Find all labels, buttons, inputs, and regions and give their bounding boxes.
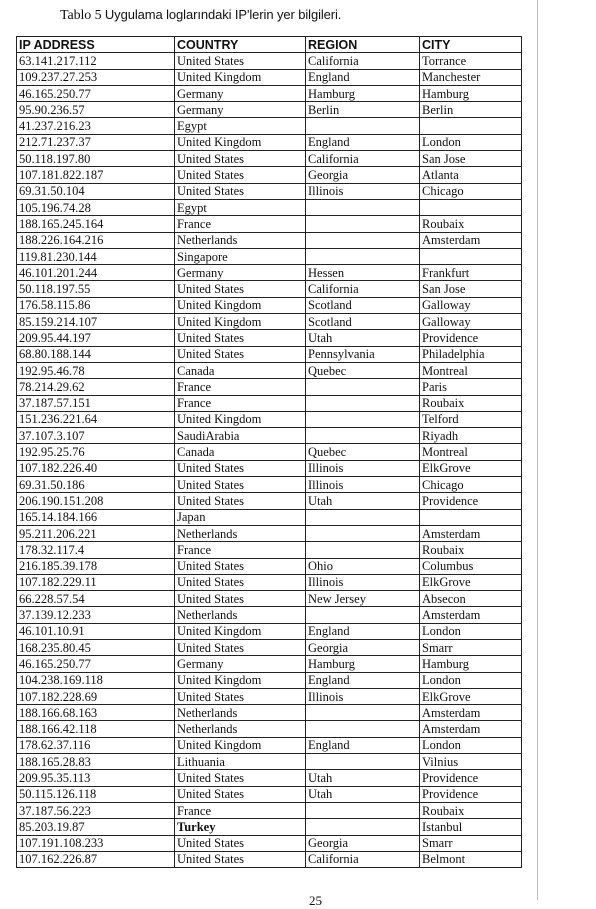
table-row xyxy=(17,411,522,427)
table-row xyxy=(17,183,522,199)
cell-city: Columbus xyxy=(420,558,522,574)
cell-city: Belmont xyxy=(420,851,522,867)
cell-region: Illinois xyxy=(306,183,420,199)
table-row xyxy=(17,639,522,655)
cell-ip-address: 216.185.39.178 xyxy=(17,558,175,574)
cell-ip-address: 105.196.74.28 xyxy=(17,199,175,215)
cell-ip-address: 95.90.236.57 xyxy=(17,102,175,118)
cell-country: United States xyxy=(175,183,306,199)
cell-city: Manchester xyxy=(420,69,522,85)
cell-country: Netherlands xyxy=(175,705,306,721)
cell-city xyxy=(420,118,522,134)
cell-city: ElkGrove xyxy=(420,460,522,476)
cell-country: United Kingdom xyxy=(175,411,306,427)
cell-ip-address: 37.107.3.107 xyxy=(17,428,175,444)
cell-region xyxy=(306,819,420,835)
cell-region: Georgia xyxy=(306,639,420,655)
cell-ip-address: 206.190.151.208 xyxy=(17,493,175,509)
cell-city: London xyxy=(420,623,522,639)
cell-ip-address: 165.14.184.166 xyxy=(17,509,175,525)
table-row xyxy=(17,330,522,346)
cell-ip-address: 107.162.226.87 xyxy=(17,851,175,867)
cell-city: Providence xyxy=(420,330,522,346)
cell-country: Turkey xyxy=(175,819,306,835)
cell-city: London xyxy=(420,737,522,753)
cell-region: Quebec xyxy=(306,444,420,460)
cell-country: Germany xyxy=(175,85,306,101)
cell-country: Netherlands xyxy=(175,232,306,248)
cell-region xyxy=(306,428,420,444)
table-row xyxy=(17,835,522,851)
cell-country: Netherlands xyxy=(175,721,306,737)
cell-country: Canada xyxy=(175,444,306,460)
cell-city: Hamburg xyxy=(420,656,522,672)
cell-country: United Kingdom xyxy=(175,69,306,85)
cell-region: England xyxy=(306,623,420,639)
cell-country: United States xyxy=(175,639,306,655)
header-ip-address: IP ADDRESS xyxy=(17,37,175,53)
cell-city: ElkGrove xyxy=(420,688,522,704)
cell-city: Absecon xyxy=(420,591,522,607)
cell-region: Pennsylvania xyxy=(306,346,420,362)
table-row xyxy=(17,672,522,688)
cell-country: United Kingdom xyxy=(175,672,306,688)
cell-city: Torrance xyxy=(420,53,522,69)
cell-country: United States xyxy=(175,151,306,167)
cell-country: United States xyxy=(175,835,306,851)
table-row xyxy=(17,542,522,558)
cell-region: England xyxy=(306,134,420,150)
cell-country: United States xyxy=(175,786,306,802)
cell-country: Germany xyxy=(175,102,306,118)
cell-city: Frankfurt xyxy=(420,265,522,281)
cell-city: London xyxy=(420,672,522,688)
cell-region: Utah xyxy=(306,786,420,802)
cell-country: United Kingdom xyxy=(175,623,306,639)
table-row xyxy=(17,802,522,818)
cell-region xyxy=(306,802,420,818)
cell-region xyxy=(306,216,420,232)
cell-country: United States xyxy=(175,574,306,590)
cell-city: Amsterdam xyxy=(420,607,522,623)
table-row xyxy=(17,297,522,313)
table-row xyxy=(17,705,522,721)
table-row xyxy=(17,460,522,476)
table-row xyxy=(17,199,522,215)
cell-city: ElkGrove xyxy=(420,574,522,590)
cell-ip-address: 107.181.822.187 xyxy=(17,167,175,183)
table-row xyxy=(17,607,522,623)
cell-region: England xyxy=(306,737,420,753)
cell-country: France xyxy=(175,379,306,395)
cell-city: Providence xyxy=(420,770,522,786)
cell-region: Hamburg xyxy=(306,656,420,672)
cell-country: United States xyxy=(175,346,306,362)
cell-ip-address: 192.95.46.78 xyxy=(17,362,175,378)
cell-city: Amsterdam xyxy=(420,721,522,737)
cell-country: United Kingdom xyxy=(175,737,306,753)
table-row xyxy=(17,167,522,183)
cell-ip-address: 66.228.57.54 xyxy=(17,591,175,607)
cell-country: United Kingdom xyxy=(175,314,306,330)
cell-city: Hamburg xyxy=(420,85,522,101)
table-row xyxy=(17,509,522,525)
cell-city: Roubaix xyxy=(420,542,522,558)
table-row xyxy=(17,216,522,232)
cell-country: United States xyxy=(175,770,306,786)
cell-ip-address: 46.165.250.77 xyxy=(17,85,175,101)
cell-country: United Kingdom xyxy=(175,297,306,313)
page-number: 25 xyxy=(309,893,322,908)
cell-ip-address: 188.166.68.163 xyxy=(17,705,175,721)
table-row xyxy=(17,102,522,118)
cell-ip-address: 107.182.229.11 xyxy=(17,574,175,590)
table-row xyxy=(17,314,522,330)
cell-city: Roubaix xyxy=(420,802,522,818)
cell-ip-address: 178.62.37.116 xyxy=(17,737,175,753)
cell-country: United States xyxy=(175,558,306,574)
cell-city: Berlin xyxy=(420,102,522,118)
cell-country: United States xyxy=(175,281,306,297)
header-city: CITY xyxy=(420,37,522,53)
cell-region xyxy=(306,721,420,737)
cell-ip-address: 85.159.214.107 xyxy=(17,314,175,330)
cell-city: Smarr xyxy=(420,835,522,851)
table-row xyxy=(17,656,522,672)
table-row xyxy=(17,819,522,835)
cell-region xyxy=(306,379,420,395)
ip-location-table xyxy=(16,36,522,868)
cell-country: Germany xyxy=(175,265,306,281)
cell-country: SaudiArabia xyxy=(175,428,306,444)
table-row xyxy=(17,69,522,85)
cell-city: Galloway xyxy=(420,314,522,330)
table-row xyxy=(17,346,522,362)
cell-country: Netherlands xyxy=(175,607,306,623)
cell-region: England xyxy=(306,672,420,688)
table-row xyxy=(17,232,522,248)
cell-country: France xyxy=(175,216,306,232)
cell-region: Ohio xyxy=(306,558,420,574)
cell-country: Germany xyxy=(175,656,306,672)
table-row xyxy=(17,151,522,167)
table-row xyxy=(17,395,522,411)
table-row xyxy=(17,379,522,395)
cell-ip-address: 109.237.27.253 xyxy=(17,69,175,85)
cell-city: Galloway xyxy=(420,297,522,313)
cell-city: Atlanta xyxy=(420,167,522,183)
cell-country: Singapore xyxy=(175,248,306,264)
cell-region xyxy=(306,118,420,134)
cell-city: Vilnius xyxy=(420,754,522,770)
cell-ip-address: 192.95.25.76 xyxy=(17,444,175,460)
cell-ip-address: 50.115.126.118 xyxy=(17,786,175,802)
cell-country: United States xyxy=(175,493,306,509)
cell-city xyxy=(420,509,522,525)
table-row xyxy=(17,851,522,867)
cell-city: Amsterdam xyxy=(420,525,522,541)
cell-country: United States xyxy=(175,330,306,346)
cell-city xyxy=(420,199,522,215)
cell-ip-address: 188.165.245.164 xyxy=(17,216,175,232)
page-margin-line xyxy=(537,0,538,900)
table-row xyxy=(17,688,522,704)
cell-region: Scotland xyxy=(306,297,420,313)
cell-city: Telford xyxy=(420,411,522,427)
table-row xyxy=(17,574,522,590)
cell-city: Roubaix xyxy=(420,395,522,411)
cell-region: Utah xyxy=(306,493,420,509)
cell-city: Paris xyxy=(420,379,522,395)
cell-city: Istanbul xyxy=(420,819,522,835)
table-row xyxy=(17,53,522,69)
cell-country: Japan xyxy=(175,509,306,525)
cell-region xyxy=(306,232,420,248)
table-header-row xyxy=(17,37,522,53)
cell-country: United States xyxy=(175,460,306,476)
table-row xyxy=(17,623,522,639)
cell-region: Hessen xyxy=(306,265,420,281)
cell-region xyxy=(306,509,420,525)
table-row xyxy=(17,362,522,378)
cell-country: United States xyxy=(175,591,306,607)
table-row xyxy=(17,134,522,150)
cell-region: England xyxy=(306,69,420,85)
cell-ip-address: 168.235.80.45 xyxy=(17,639,175,655)
cell-ip-address: 63.141.217.112 xyxy=(17,53,175,69)
cell-city: Chicago xyxy=(420,477,522,493)
cell-ip-address: 188.226.164.216 xyxy=(17,232,175,248)
cell-country: United States xyxy=(175,167,306,183)
cell-ip-address: 178.32.117.4 xyxy=(17,542,175,558)
cell-country: United States xyxy=(175,688,306,704)
caption-text: Uygulama loglarındaki IP'lerin yer bilgileri. xyxy=(104,7,342,22)
cell-ip-address: 107.191.108.233 xyxy=(17,835,175,851)
cell-region xyxy=(306,248,420,264)
table-row xyxy=(17,558,522,574)
cell-region xyxy=(306,754,420,770)
table-row xyxy=(17,721,522,737)
table-row xyxy=(17,477,522,493)
table-row xyxy=(17,525,522,541)
cell-ip-address: 50.118.197.80 xyxy=(17,151,175,167)
cell-region xyxy=(306,705,420,721)
cell-ip-address: 151.236.221.64 xyxy=(17,411,175,427)
cell-city: Amsterdam xyxy=(420,705,522,721)
table-row xyxy=(17,428,522,444)
cell-region: Utah xyxy=(306,770,420,786)
cell-region: California xyxy=(306,53,420,69)
table-caption xyxy=(60,7,341,24)
cell-country: Egypt xyxy=(175,118,306,134)
cell-ip-address: 46.101.10.91 xyxy=(17,623,175,639)
cell-region xyxy=(306,542,420,558)
cell-country: United States xyxy=(175,53,306,69)
cell-region: Georgia xyxy=(306,835,420,851)
cell-ip-address: 188.165.28.83 xyxy=(17,754,175,770)
cell-country: France xyxy=(175,802,306,818)
cell-region: Illinois xyxy=(306,460,420,476)
cell-country: France xyxy=(175,542,306,558)
cell-country: Netherlands xyxy=(175,525,306,541)
cell-ip-address: 107.182.228.69 xyxy=(17,688,175,704)
cell-ip-address: 78.214.29.62 xyxy=(17,379,175,395)
cell-city: Roubaix xyxy=(420,216,522,232)
cell-region xyxy=(306,411,420,427)
cell-ip-address: 37.139.12.233 xyxy=(17,607,175,623)
header-region: REGION xyxy=(306,37,420,53)
table-row xyxy=(17,754,522,770)
cell-country: Egypt xyxy=(175,199,306,215)
table-row xyxy=(17,444,522,460)
cell-ip-address: 176.58.115.86 xyxy=(17,297,175,313)
cell-city: Riyadh xyxy=(420,428,522,444)
cell-country: United States xyxy=(175,851,306,867)
cell-ip-address: 69.31.50.186 xyxy=(17,477,175,493)
cell-city: San Jose xyxy=(420,151,522,167)
table-row xyxy=(17,281,522,297)
cell-region: Georgia xyxy=(306,167,420,183)
cell-country: Canada xyxy=(175,362,306,378)
cell-city: Providence xyxy=(420,786,522,802)
cell-city: London xyxy=(420,134,522,150)
cell-region: Hamburg xyxy=(306,85,420,101)
caption-label: Tablo 5 xyxy=(60,8,102,23)
table-body xyxy=(17,53,522,868)
cell-ip-address: 104.238.169.118 xyxy=(17,672,175,688)
cell-ip-address: 68.80.188.144 xyxy=(17,346,175,362)
cell-ip-address: 119.81.230.144 xyxy=(17,248,175,264)
cell-ip-address: 209.95.35.113 xyxy=(17,770,175,786)
cell-ip-address: 37.187.56.223 xyxy=(17,802,175,818)
cell-region: Quebec xyxy=(306,362,420,378)
cell-region: Berlin xyxy=(306,102,420,118)
table-row xyxy=(17,118,522,134)
cell-city xyxy=(420,248,522,264)
cell-ip-address: 95.211.206.221 xyxy=(17,525,175,541)
cell-region: Illinois xyxy=(306,477,420,493)
cell-ip-address: 46.165.250.77 xyxy=(17,656,175,672)
cell-ip-address: 85.203.19.87 xyxy=(17,819,175,835)
cell-country: Lithuania xyxy=(175,754,306,770)
cell-ip-address: 107.182.226.40 xyxy=(17,460,175,476)
cell-region: Illinois xyxy=(306,688,420,704)
table-row xyxy=(17,265,522,281)
table-row xyxy=(17,786,522,802)
table-row xyxy=(17,248,522,264)
cell-region xyxy=(306,525,420,541)
cell-city: Chicago xyxy=(420,183,522,199)
cell-ip-address: 69.31.50.104 xyxy=(17,183,175,199)
cell-ip-address: 188.166.42.118 xyxy=(17,721,175,737)
cell-ip-address: 50.118.197.55 xyxy=(17,281,175,297)
cell-region: Utah xyxy=(306,330,420,346)
cell-country: France xyxy=(175,395,306,411)
cell-country: United States xyxy=(175,477,306,493)
cell-country: United Kingdom xyxy=(175,134,306,150)
table-row xyxy=(17,493,522,509)
cell-region: California xyxy=(306,851,420,867)
cell-region: California xyxy=(306,151,420,167)
cell-region: New Jersey xyxy=(306,591,420,607)
cell-region xyxy=(306,199,420,215)
cell-ip-address: 209.95.44.197 xyxy=(17,330,175,346)
cell-region: Illinois xyxy=(306,574,420,590)
cell-ip-address: 41.237.216.23 xyxy=(17,118,175,134)
cell-region xyxy=(306,395,420,411)
cell-city: Montreal xyxy=(420,362,522,378)
cell-ip-address: 37.187.57.151 xyxy=(17,395,175,411)
cell-city: Smarr xyxy=(420,639,522,655)
cell-city: San Jose xyxy=(420,281,522,297)
table-row xyxy=(17,591,522,607)
cell-region xyxy=(306,607,420,623)
table-row xyxy=(17,770,522,786)
header-country: COUNTRY xyxy=(175,37,306,53)
cell-ip-address: 212.71.237.37 xyxy=(17,134,175,150)
cell-city: Providence xyxy=(420,493,522,509)
cell-ip-address: 46.101.201.244 xyxy=(17,265,175,281)
cell-city: Philadelphia xyxy=(420,346,522,362)
cell-city: Amsterdam xyxy=(420,232,522,248)
table-row xyxy=(17,85,522,101)
cell-city: Montreal xyxy=(420,444,522,460)
table-row xyxy=(17,737,522,753)
cell-region: California xyxy=(306,281,420,297)
cell-region: Scotland xyxy=(306,314,420,330)
